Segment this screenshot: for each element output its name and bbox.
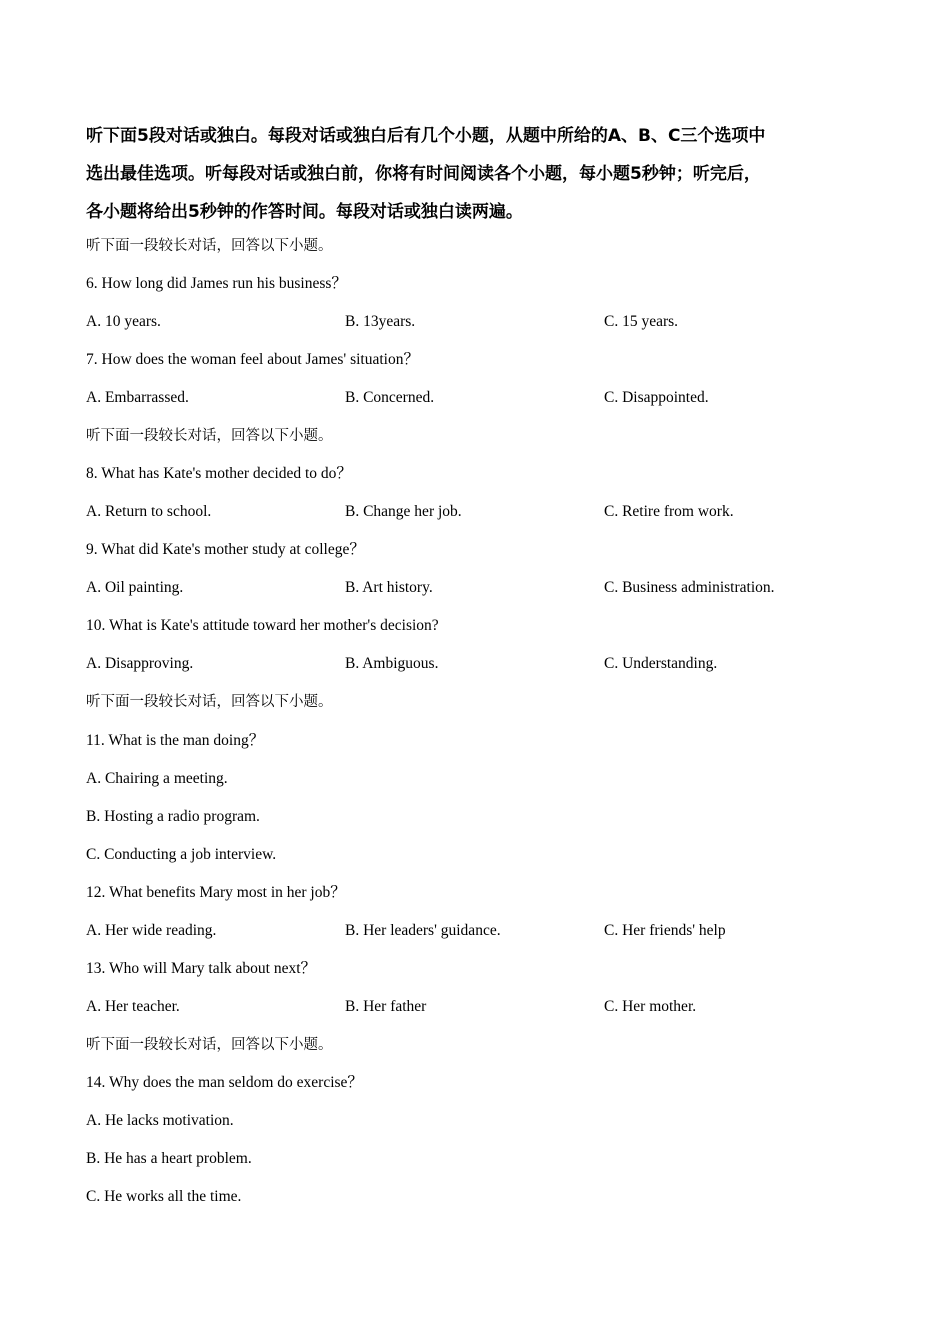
question-13: 13. Who will Mary talk about next？	[86, 960, 317, 977]
instructions-line-1: 听下面5段对话或独白。每段对话或独白后有几个小题，从题中所给的A、B、C三个选项中	[86, 126, 766, 146]
options-9	[86, 576, 866, 600]
option-11-b[interactable]: B. Hosting a radio program.	[86, 808, 260, 825]
options-8	[86, 500, 866, 524]
option-7-c[interactable]: C. Disappointed.	[604, 389, 709, 406]
instructions-line-2: 选出最佳选项。听每段对话或独白前，你将有时间阅读各个小题，每小题5秒钟；听完后，	[86, 164, 761, 184]
options-10	[86, 652, 866, 676]
question-6: 6. How long did James run his business？	[86, 275, 347, 292]
section-prompt: 听下面一段较长对话，回答以下小题。	[86, 238, 333, 254]
option-9-a[interactable]: A. Oil painting.	[86, 579, 184, 596]
section-prompt: 听下面一段较长对话，回答以下小题。	[86, 428, 333, 444]
options-7	[86, 386, 866, 410]
option-10-b[interactable]: B. Ambiguous.	[345, 655, 439, 672]
instructions	[86, 117, 866, 231]
question-14: 14. Why does the man seldom do exercise？	[86, 1074, 363, 1091]
option-9-b[interactable]: B. Art history.	[345, 579, 433, 596]
option-13-c[interactable]: C. Her mother.	[604, 998, 697, 1015]
option-8-b[interactable]: B. Change her job.	[345, 503, 462, 520]
option-6-c[interactable]: C. 15 years.	[604, 313, 679, 330]
question-10: 10. What is Kate's attitude toward her mother's decision?	[86, 617, 439, 634]
option-10-c[interactable]: C. Understanding.	[604, 655, 718, 672]
question-9: 9. What did Kate's mother study at college？	[86, 541, 365, 558]
option-9-c[interactable]: C. Business administration.	[604, 579, 775, 596]
option-6-a[interactable]: A. 10 years.	[86, 313, 161, 330]
instructions-line-3: 各小题将给出5秒钟的作答时间。每段对话或独白读两遍。	[86, 202, 523, 222]
options-13	[86, 995, 866, 1019]
option-8-c[interactable]: C. Retire from work.	[604, 503, 734, 520]
options-6	[86, 310, 866, 334]
section-prompt: 听下面一段较长对话，回答以下小题。	[86, 694, 333, 710]
option-8-a[interactable]: A. Return to school.	[86, 503, 212, 520]
option-6-b[interactable]: B. 13years.	[345, 313, 416, 330]
option-10-a[interactable]: A. Disapproving.	[86, 655, 194, 672]
option-13-b[interactable]: B. Her father	[345, 998, 427, 1015]
option-11-a[interactable]: A. Chairing a meeting.	[86, 770, 228, 787]
question-12: 12. What benefits Mary most in her job？	[86, 884, 346, 901]
option-14-c[interactable]: C. He works all the time.	[86, 1188, 242, 1205]
question-11: 11. What is the man doing？	[86, 732, 265, 749]
option-14-b[interactable]: B. He has a heart problem.	[86, 1150, 252, 1167]
section-prompt: 听下面一段较长对话，回答以下小题。	[86, 1037, 333, 1053]
option-7-a[interactable]: A. Embarrassed.	[86, 389, 189, 406]
option-12-a[interactable]: A. Her wide reading.	[86, 922, 217, 939]
option-12-c[interactable]: C. Her friends' help	[604, 922, 726, 939]
question-8: 8. What has Kate's mother decided to do？	[86, 465, 352, 482]
options-12	[86, 919, 866, 943]
option-7-b[interactable]: B. Concerned.	[345, 389, 435, 406]
option-12-b[interactable]: B. Her leaders' guidance.	[345, 922, 501, 939]
option-13-a[interactable]: A. Her teacher.	[86, 998, 180, 1015]
option-14-a[interactable]: A. He lacks motivation.	[86, 1112, 234, 1129]
option-11-c[interactable]: C. Conducting a job interview.	[86, 846, 277, 863]
question-7: 7. How does the woman feel about James' situation？	[86, 351, 419, 368]
